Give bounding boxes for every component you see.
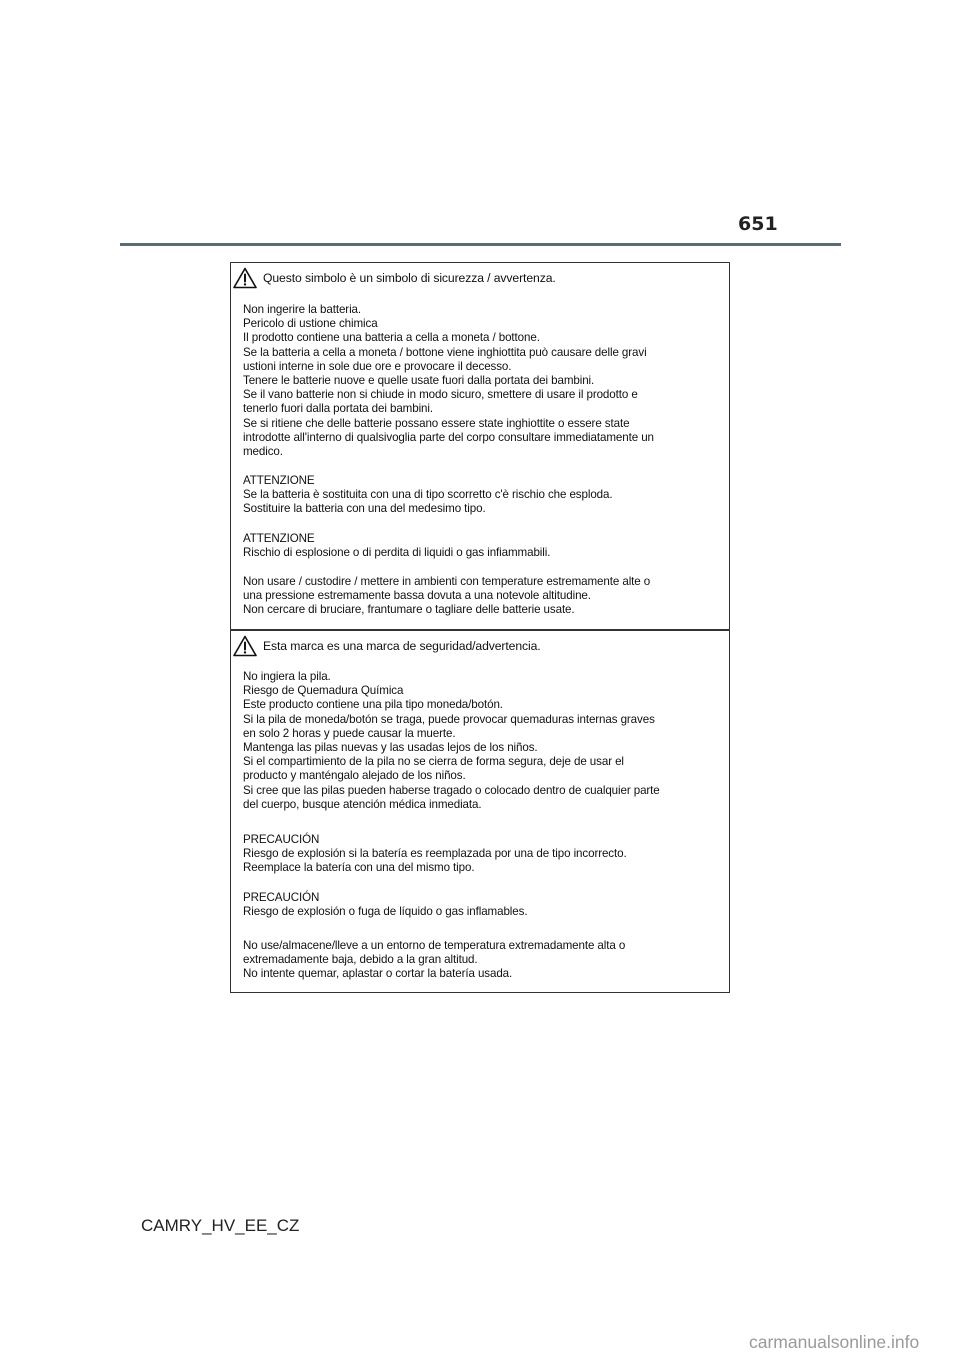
text-line: Riesgo de explosión o fuga de líquido o gas inflamables. [243, 905, 528, 919]
text-line: tenerlo fuori dalla portata dei bambini. [243, 402, 433, 416]
italian-heading [233, 267, 556, 289]
spanish-caution-replacement [243, 833, 723, 876]
text-line: Sostituire la batteria con una del medesimo tipo. [243, 502, 486, 516]
text-line: Se la batteria a cella a moneta / bottone viene inghiottita può causare delle gravi [243, 345, 647, 359]
spanish-ingestion-warning [243, 670, 723, 812]
italian-caution-replacement [243, 474, 723, 517]
model-code: CAMRY_HV_EE_CZ [141, 1216, 300, 1235]
italian-caution-explosion [243, 532, 723, 560]
text-line: Si el compartimiento de la pila no se cierra de forma segura, deje de usar el [243, 755, 624, 769]
text-line: ustioni interne in sole due ore e provocare il decesso. [243, 359, 512, 373]
text-line: Reemplace la batería con una del mismo tipo. [243, 861, 475, 875]
text-line: PRECAUCIÓN [243, 891, 320, 904]
text-line: No use/almacene/lleve a un entorno de temperatura extremadamente alta o [243, 939, 626, 952]
text-line: ATTENZIONE [243, 474, 315, 487]
text-line: extremadamente baja, debido a la gran altitud. [243, 953, 478, 967]
text-line: Rischio di esplosione o di perdita di liquidi o gas infiammabili. [243, 546, 551, 560]
text-line: No ingiera la pila. [243, 670, 331, 683]
text-line: Mantenga las pilas nuevas y las usadas lejos de los niños. [243, 741, 538, 755]
header-rule [120, 243, 841, 246]
text-line: en solo 2 horas y puede causar la muerte. [243, 726, 456, 740]
text-line: Si la pila de moneda/botón se traga, puede provocar quemaduras internas graves [243, 712, 655, 726]
text-line: No intente quemar, aplastar o cortar la batería usada. [243, 967, 513, 981]
text-line: PRECAUCIÓN [243, 833, 320, 846]
text-line: Non usare / custodire / mettere in ambienti con temperature estremamente alte o [243, 575, 651, 588]
italian-temperature-warning [243, 575, 723, 618]
text-line: introdotte all'interno di qualsivoglia parte del corpo consultare immediatamente un [243, 430, 654, 444]
text-line: ATTENZIONE [243, 532, 315, 545]
spanish-temperature-warning [243, 939, 723, 982]
text-line: Riesgo de Quemadura Química [243, 684, 404, 698]
text-line: Pericolo di ustione chimica [243, 317, 378, 331]
text-line: medico. [243, 445, 283, 459]
spanish-section [231, 631, 729, 992]
text-line: producto y manténgalo alejado de los niños. [243, 769, 466, 783]
page-number: 651 [738, 213, 778, 235]
text-line: Si cree que las pilas pueden haberse tragado o colocado dentro de cualquier parte [243, 783, 660, 797]
watermark: carmanualsonline.info [749, 1332, 920, 1352]
italian-section [231, 263, 729, 630]
text-line: Tenere le batterie nuove e quelle usate fuori dalla portata dei bambini. [243, 374, 595, 388]
text-line: Non ingerire la batteria. [243, 303, 362, 316]
warning-triangle-icon [233, 267, 257, 289]
italian-ingestion-warning [243, 303, 723, 459]
text-line: Riesgo de explosión si la batería es reemplazada por una de tipo incorrecto. [243, 847, 627, 861]
spanish-heading [233, 635, 541, 657]
spanish-caution-explosion [243, 891, 723, 919]
text-line: Este producto contiene una pila tipo moneda/botón. [243, 698, 503, 712]
text-line: Non cercare di bruciare, frantumare o tagliare delle batterie usate. [243, 603, 575, 617]
text-line: Se il vano batterie non si chiude in modo sicuro, smettere di usare il prodotto e [243, 388, 638, 402]
text-line: Se la batteria è sostituita con una di tipo scorretto c'è rischio che esploda. [243, 488, 613, 502]
italian-heading-text: Questo simbolo è un simbolo di sicurezza / avvertenza. [263, 271, 556, 285]
text-line: Se si ritiene che delle batterie possano essere state inghiottite o essere state [243, 416, 630, 430]
text-line: Il prodotto contiene una batteria a cella a moneta / bottone. [243, 331, 540, 345]
warning-triangle-icon [233, 635, 257, 657]
spanish-heading-text: Esta marca es una marca de seguridad/advertencia. [263, 639, 541, 653]
text-line: una pressione estremamente bassa dovuta a una notevole altitudine. [243, 589, 591, 603]
battery-warning-label [230, 262, 730, 993]
text-line: del cuerpo, busque atención médica inmediata. [243, 797, 482, 811]
